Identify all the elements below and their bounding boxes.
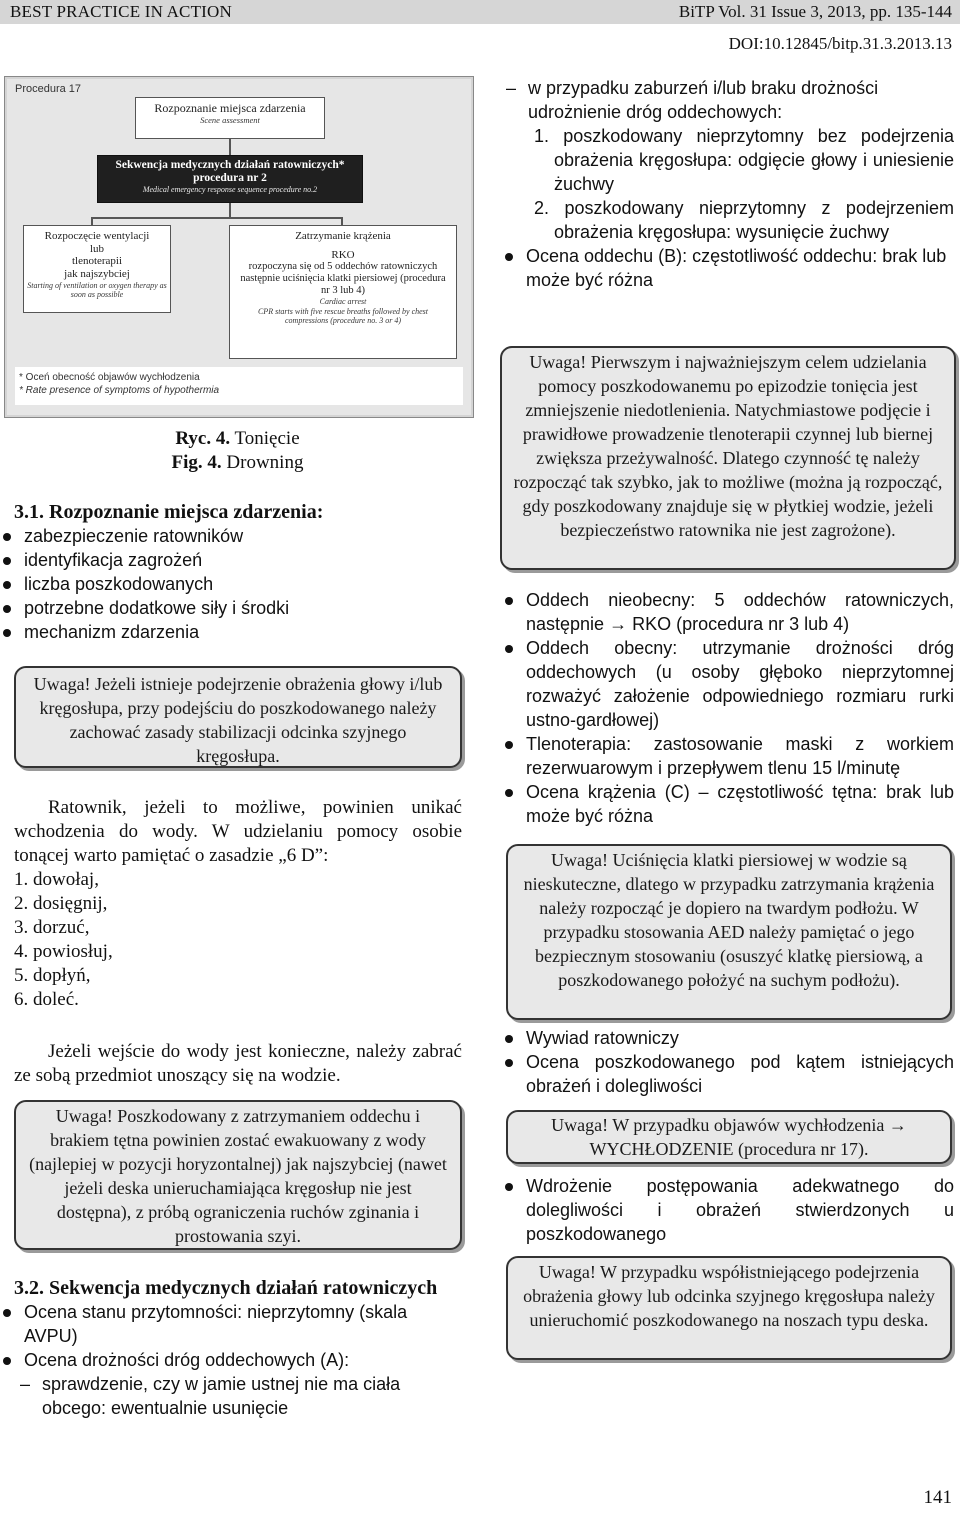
right-column-treatment [502,1174,954,1246]
scene-list [0,524,464,644]
connector [229,203,231,217]
warning-note-spine [14,666,462,768]
footnote-en: * Rate presence of symptoms of hypothermia [19,385,220,396]
note-text: Uwaga! Jeżeli istnieje podejrzenie obrażenia głowy i/lub kręgosłupa, przy podejściu do poszkodowanego należy zachować zasady stabilizacji odcinka szyjnego kręgosłupa. [33,674,443,766]
caption-text: Tonięcie [230,428,300,449]
box-text-en: Cardiac arrest [319,297,367,307]
list-item: Ocena krążenia (C) – częstotliwość tętna: brak lub może być różna [502,780,954,828]
box-text: Rozpoczęcie wentylacji [44,230,150,242]
list-item: Ocena poszkodowanego pod kątem istniejących obrażeń i dolegliwości [502,1050,954,1098]
treatment-list [502,1174,954,1246]
warning-note-hypoxia [500,346,956,570]
section-heading-3-1: 3.1. Rozpoznanie miejsca zdarzenia: [14,501,324,523]
box-text-en: Medical emergency response sequence procedure no.2 [142,185,318,195]
right-column-middle [502,588,954,828]
paragraph-text: Ratownik, jeżeli to możliwe, powinien unikać wchodzenia do wody. W udzielaniu pomocy osobie tonącej warto pamiętać o zasadzie „6 D”: [14,797,462,866]
box-text: Rozpoznanie miejsca zdarzenia [154,101,306,115]
caption-text: Drowning [221,452,304,473]
sequence-list [0,1300,464,1372]
paragraph-water-entry [14,1040,462,1088]
box-text: Zatrzymanie krążenia [295,230,391,242]
box-text: lub [89,242,105,255]
section-3-2 [14,1276,464,1420]
interview-list [502,1026,954,1098]
assessment-list [502,588,954,828]
figure-flowchart [4,76,474,418]
right-column-interview [502,1026,954,1098]
scene-assessment-box [135,97,325,139]
footnote-pl: * Oceń obecność objawów wychłodzenia [19,372,200,383]
list-item: Oddech nieobecny: 5 oddechów ratowniczych, następnie → RKO (procedura nr 3 lub 4) [502,588,954,636]
list-item: 1. dowołaj, [14,869,99,890]
connector [341,217,343,225]
box-text: jak najszybciej [64,267,130,280]
doi: DOI:10.12845/bitp.31.3.2013.13 [728,34,952,53]
note-text: Uwaga! W przypadku współistniejącego podejrzenia obrażenia głowy lub odcinka szyjnego kręgosłupa należy unieruchomić poszkodowanego na noszach typu deska. [523,1262,935,1330]
numbered-item: 1. poszkodowany nieprzytomny bez podejrzenia obrażenia kręgosłupa: odgięcie głowy i uniesienie żuchwy [534,126,954,194]
box-text: RKO [331,248,355,261]
note-text: Uwaga! Poszkodowany z zatrzymaniem oddechu i brakiem tętna powinien zostać ewakuowany z wody (najlepiej w pozycji horyzontalnej) jak najszybciej (nawet jeżeli deska unieruchamiająca kręgosłup nie jest dostępna), z próbą ograniczenia ruchów zginania i prostowania szyi. [29,1106,447,1246]
list-item: – w przypadku zaburzeń i/lub braku drożności udrożnienie dróg oddechowych: [486,76,954,124]
list-item: 3. dorzuć, [14,917,90,938]
airway-sublist-continued [486,76,954,124]
warning-note-evacuation [14,1100,462,1250]
list-item: 6. doleć. [14,989,79,1010]
note-text: Uwaga! Pierwszym i najważniejszym celem udzielania pomocy poszkodowanemu po epizodzie tonięcia jest zmniejszenie niedotlenienia. Natychmiastowe podjęcie i prawidłowe prowadzenie tlenoterapii czynnej lub biernej zwiększa przeżywalność. Dlatego czynność tę należy rozpocząć tak szybko, jak to możliwe (można ją rozpocząć, gdy poszkodowany znajduje się w płytkiej wodzie, jeżeli bezpieczeństwo ratownika nie jest zagrożone). [513,352,943,540]
list-item: 5. dopłyń, [14,965,91,986]
numbered-item: 2. poszkodowany nieprzytomny z podejrzeniem obrażenia kręgosłupa: wysunięcie żuchwy [534,198,954,242]
warning-note-compressions [506,844,952,1020]
caption-number: Fig. 4. [171,452,222,473]
airway-sublist [0,1372,464,1420]
figure-footnote [15,367,463,405]
list-item: potrzebne dodatkowe siły i środki [0,596,464,620]
box-text: tlenoterapii [71,255,123,268]
box-text: rozpoczyna się od 5 oddechów ratowniczych następnie uciśnięcia klatki piersiowej (procedura nr 3 lub 4) [240,261,446,297]
list-item: identyfikacja zagrożeń [0,548,464,572]
paragraph-text: Jeżeli wejście do wody jest konieczne, należy zabrać ze sobą przedmiot unoszący się na wodzie. [14,1041,462,1086]
cardiac-arrest-box [229,225,457,359]
procedure-label: Procedura 17 [15,83,82,95]
list-item: liczba poszkodowanych [0,572,464,596]
figure-canvas [7,79,471,415]
right-column-top [506,76,954,292]
box-text-en: Scene assessment [200,114,260,125]
figure-caption-en [0,452,475,474]
box-text: procedura nr 2 [193,172,267,185]
section-heading-3-2: 3.2. Sekwencja medycznych działań ratowniczych [14,1277,438,1299]
note-text: Uwaga! W przypadku objawów wychłodzenia → WYCHŁODZENIE (procedura nr 17). [551,1115,907,1159]
box-text-en: CPR starts with five rescue breaths followed by chest compressions (procedure no. 3 or 4) [257,306,429,325]
paragraph-6d [14,796,462,868]
figure-caption-pl [0,428,475,450]
connector [229,139,231,155]
box-text: Sekwencja medycznych działań ratowniczych* [115,159,345,171]
section-label: BEST PRACTICE IN ACTION [10,2,232,21]
journal-citation: BiTP Vol. 31 Issue 3, 2013, pp. 135-144 [678,2,952,21]
six-d-list [14,868,462,1012]
sequence-box [97,155,363,203]
list-item: Tlenoterapia: zastosowanie maski z workiem rezerwuarowym i przepływem tlenu 15 l/minutę [502,732,954,780]
caption-number: Ryc. 4. [175,428,231,449]
warning-note-immobilization [506,1256,952,1360]
list-item: zabezpieczenie ratowników [0,524,464,548]
list-item: – sprawdzenie, czy w jamie ustnej nie ma ciała obcego: ewentualnie usunięcie [0,1372,464,1420]
box-text-en: Starting of ventilation or oxygen therapy as soon as possible [27,280,167,299]
list-item: Oddech obecny: utrzymanie drożności dróg oddechowych (u osoby głęboko nieprzytomnej rozważyć założenie odpowiedniego rozmiaru rurki ustno-gardłowej) [502,636,954,732]
list-item: Wdrożenie postępowania adekwatnego do dolegliwości i obrażeń stwierdzonych u poszkodowanego [502,1174,954,1246]
warning-note-hypothermia [506,1110,952,1164]
list-item: 4. powiosłuj, [14,941,113,962]
connector [91,217,343,219]
ventilation-box [23,225,171,313]
note-text: Uwaga! Uciśnięcia klatki piersiowej w wodzie są nieskuteczne, dlatego w przypadku zatrzymania krążenia należy rozpocząć je dopiero na twardym podłożu. W przypadku stosowania AED należy pamiętać o jego bezpiecznym stosowaniu (osuszyć klatkę piersiową, a poszkodowanego położyć na suchym podłożu). [523,850,935,990]
page-number: 141 [923,1487,952,1508]
left-column [14,500,464,644]
list-item: Ocena oddechu (B): częstotliwość oddechu: brak lub może być różna [502,244,954,292]
list-item: Wywiad ratowniczy [502,1026,954,1050]
list-item: Ocena stanu przytomności: nieprzytomny (skala AVPU) [0,1300,464,1348]
running-header [0,0,960,24]
list-item: 2. dosięgnij, [14,893,108,914]
breathing-list [502,244,954,292]
list-item: Ocena drożności dróg oddechowych (A): [0,1348,464,1372]
connector [91,217,93,225]
list-item: mechanizm zdarzenia [0,620,464,644]
